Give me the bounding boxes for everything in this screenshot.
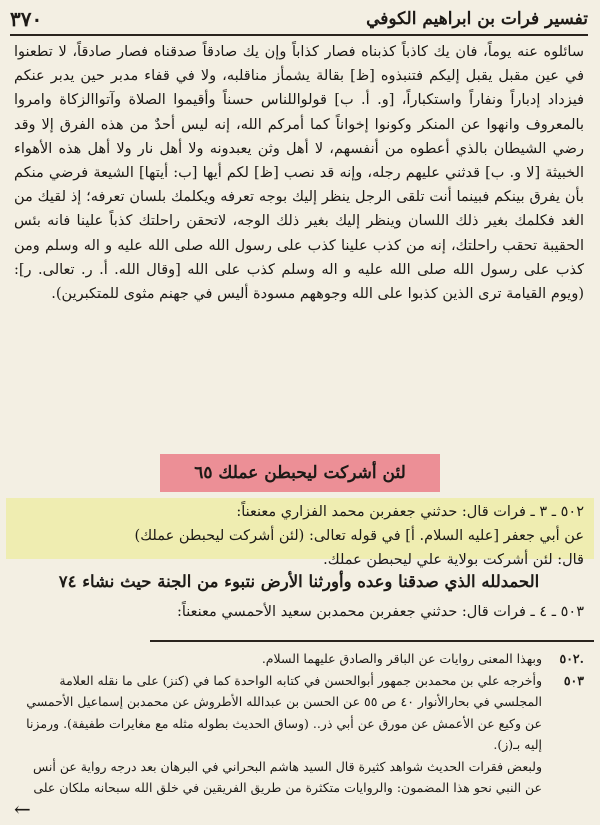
main-paragraph: سائلوه عنه يوماً، فان يك كاذباً كذبناه فصار كذاباً وإن يك صادقاً صدقناه فصار صادقاً، لا تطعنوا في عين مقبل يقبل إليكم فتنبذوه [ظ] بقالة يشمأز مناقلبه، ولا في قفاء مدبر حين يدبر عنكم فيزداد إدباراً ونفاراً واستكباراً، [و. أ. ب] قولواللناس حسناً وأقيموا الصلاة وآتواالزكاة وامروا بالمعروف وانهوا عن المنكر وكونوا إخواناً كما أمركم الله، إنه ليس أحدٌ من هذه الفرق إلا وقد رضي الشيطان بالذي أعطوه من أنفسهم، لا أهل وثن يعبدونه ولا أهل نار ولا أهل هذه الأهواء الخبيثة [لا و. ب] قدثني عليهم رجله، وإنه قد نصب [ظ] لكم أيها [ب: أيتها] الشيعة فرضي منكم بأن يفرق بينكم فبينما أنت تلقى الرجل ينظر إليك بوجه تعرفه ويكلمك بلسان تعرفه؛ إذ لقيك من الغد فكلمك بغير ذلك اللسان وينظر إليك بغير ذلك الوجه، لاتحقن راحلتك كذباً علينا فانه بئس الحقيبة تحقب راحلتك، إنه من كذب علينا كذب على رسول الله صلى الله عليه و اله وسلم ومن كذب على رسول الله صلى الله عليه و اله وسلم كذب على الله [وقال الله. أ. ر. تعالى. ر]: (ويوم القيامة ترى الذين كذبوا على الله وجوههم مسودة أليس في جهنم مثوى للمتكبرين).	[14, 44, 584, 303]
section-heading-highlighted: لئن أشركت ليحبطن عملك ٦٥	[160, 454, 440, 492]
footnote	[14, 670, 584, 756]
footnote	[14, 756, 584, 799]
continuation-arrow-icon: ←	[14, 797, 31, 821]
page-header	[10, 4, 588, 36]
footnotes	[14, 648, 584, 799]
hadith-503-chain: ٥٠٣ ـ ٤ ـ فرات قال: حدثني جعفربن محمدبن سعيد الأحمسي معنعناً:	[177, 604, 584, 620]
footnote-number	[542, 756, 584, 799]
main-text	[14, 40, 584, 306]
footnote-text: ولبعض فقرات الحديث شواهد كثيرة قال السيد هاشم البحراني في البرهان بعد درجه رواية عن أنس عن النبي نحو هذا المضمون: والروايات متكثرة من طريق الفريقين في خلق الله سبحانه ملكان على	[33, 758, 542, 795]
hadith-502-chain: ٥٠٢ ـ ٣ ـ فرات قال: حدثني جعفربن محمد الفزاري معنعناً:	[236, 504, 584, 520]
hadith-502-explanation: قال: لئن أشركت بولاية علي ليحبطن عملك.	[323, 552, 584, 568]
footnote-text: وبهذا المعنى روايات عن الباقر والصادق عليهما السلام.	[261, 651, 542, 666]
hadith-502-text: عن أبي جعفر [عليه السلام. أ] في قوله تعالى: (لئن أشركت ليحبطن عملك)	[134, 528, 584, 544]
footnote-divider	[150, 640, 594, 642]
book-title: تفسير فرات بن ابراهيم الكوفي	[366, 9, 588, 29]
footnote-number: ٥٠٢.	[559, 651, 584, 666]
section-heading-verse: الحمدلله الذي صدقنا وعده وأورثنا الأرض نتبوء من الجنة حيث نشاء ٧٤	[58, 572, 540, 591]
footnote-number: ٥٠٣	[563, 672, 584, 688]
hadith-502	[14, 500, 584, 572]
footnote	[14, 648, 584, 670]
page-number: ٣٧٠	[10, 7, 43, 31]
footnote-text: وأخرجه علي بن محمدبن جمهور أبوالحسن في كتابه الواحدة كما في (كنز) على ما نقله العلامة المجلسي في بحارالأنوار ٤٠ ص ٥٥ عن الحسن بن عبدالله الأطروش عن محمدبن إسماعيل الأحمسي عن وكيع عن الأعمش عن مورق عن أبي ذر.. (وساق الحديث بطوله مثله مع مغايرات طفيفة). ورمزنا إليه بـ(ز).	[26, 672, 542, 752]
